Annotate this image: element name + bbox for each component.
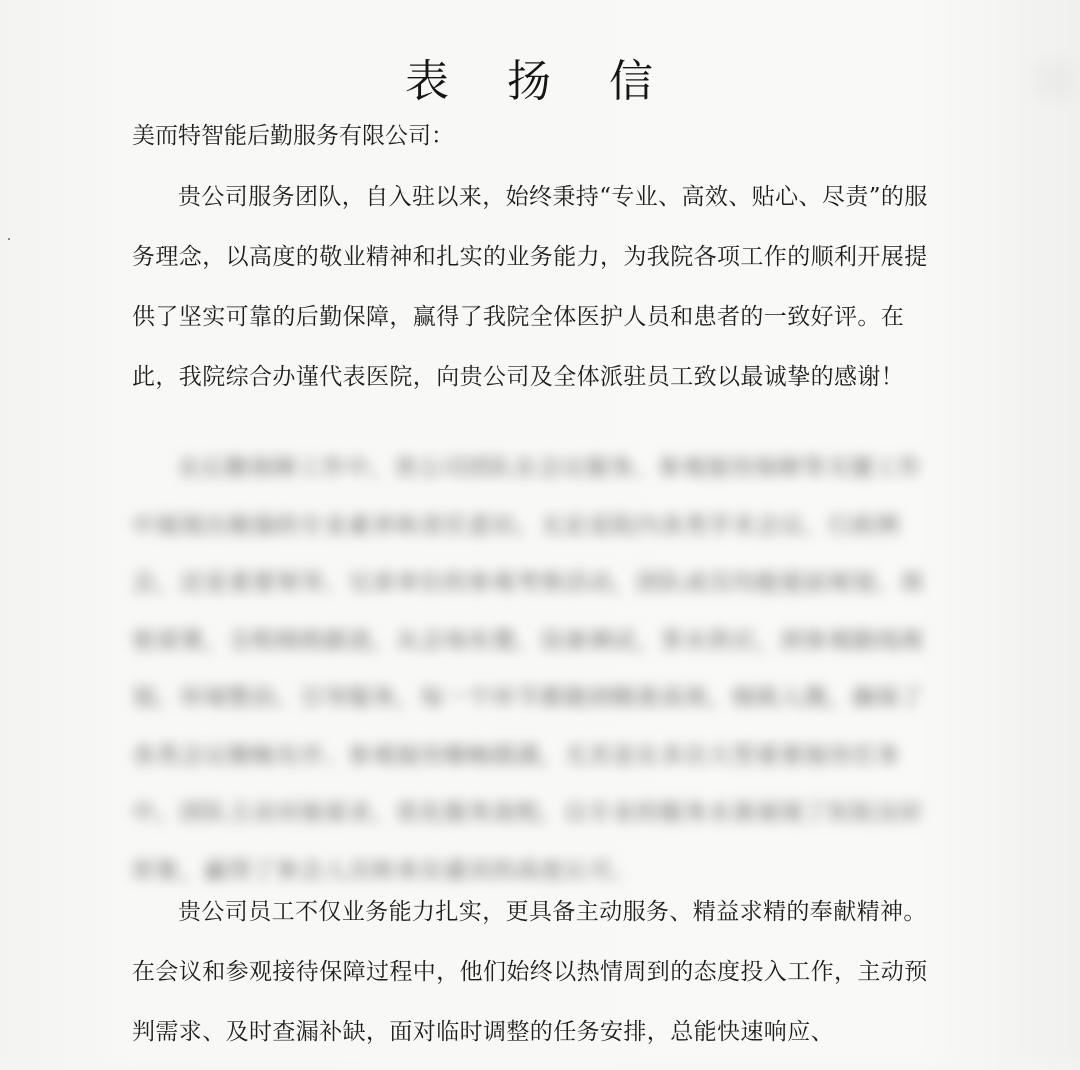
letter-paragraph-2-blurred: 在后勤保障工作中，贵公司团队在会议服务、参观接待保障等关键工作中展现出极强的专业素养和责任意识。无论是院内各类学术会议、行政例会，还是重要领导、兄弟单位的参观考察活动，团队成员均能提前规划、周密部署，全程细致跟进，从会场布置、设备调试、茶水供应，到参观路线规划、环境整治、引导服务，每一个环节都做到精准高效、细致入微，确保了各类会议顺畅有序、参观接待顺畅圆满，尤其是在多次大型重要接待任务中，团队主动对接需求，优化服务流程，以专业的服务水准展现了医院良好形象，赢得了参会人员和来访嘉宾的高度认可。 — [132, 455, 924, 884]
page-cutoff-edge — [0, 1052, 1080, 1070]
letter-greeting: 美而特智能后勤服务有限公司： — [132, 123, 454, 149]
letter-paragraph-3: 贵公司员工不仅业务能力扎实，更具备主动服务、精益求精的奉献精神。在会议和参观接待保障过程中，他们始终以热情周到的态度投入工作，主动预判需求、及时查漏补缺，面对临时调整的任务安排，总能快速响应、 — [132, 899, 928, 1045]
scan-dot — [8, 238, 10, 240]
letter-paragraph-1: 贵公司服务团队，自入驻以来，始终秉持“专业、高效、贴心、尽责”的服务理念，以高度的敬业精神和扎实的业务能力，为我院各项工作的顺利开展提供了坚实可靠的后勤保障，赢得了我院全体医护人员和患者的一致好评。在此，我院综合办谨代表医院，向贵公司及全体派驻员工致以最诚挚的感谢！ — [132, 184, 928, 390]
letter-title: 表 扬 信 — [405, 56, 675, 107]
